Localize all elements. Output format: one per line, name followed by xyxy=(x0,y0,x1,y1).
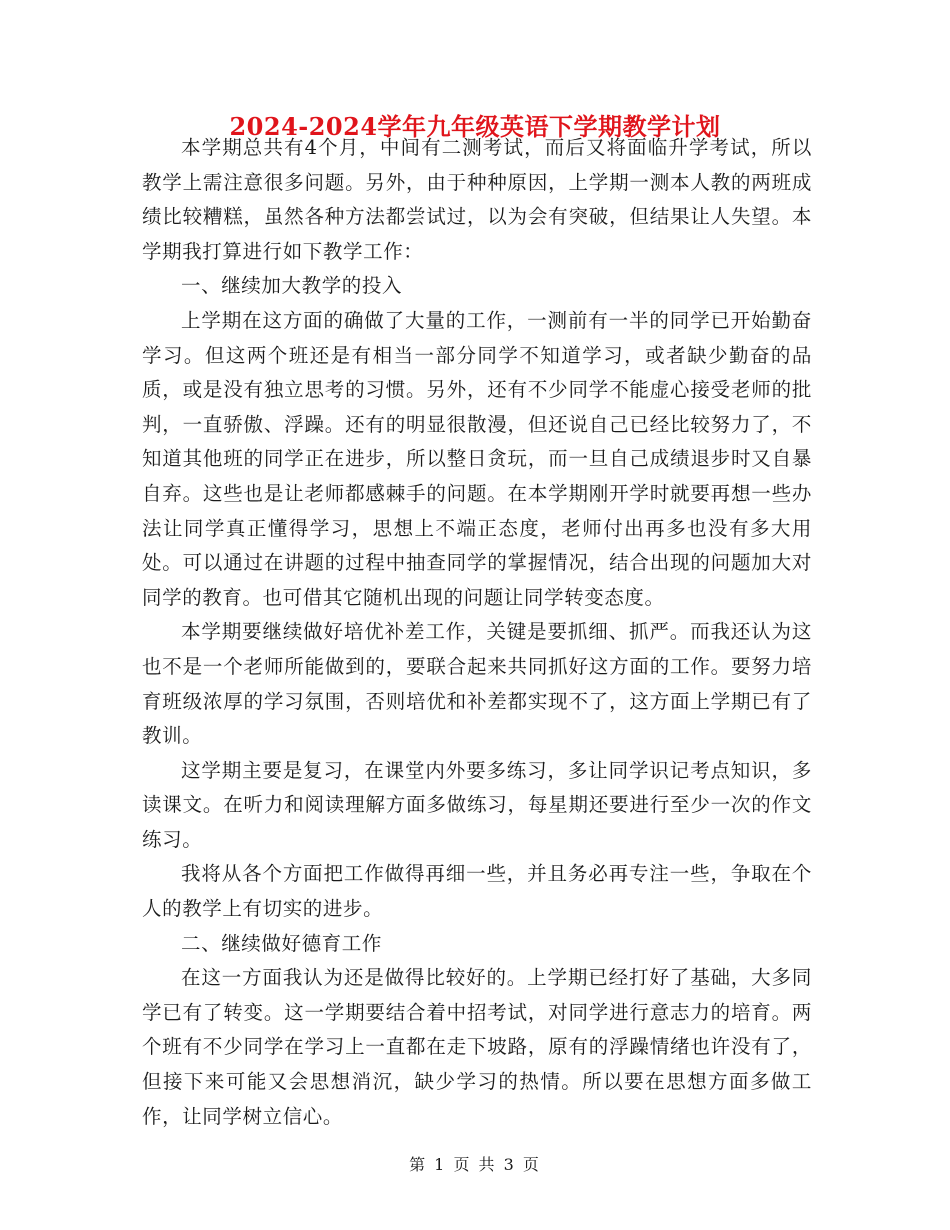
page-number-footer: 第 1 页 共 3 页 xyxy=(409,1155,541,1174)
section-heading-2: 二、继续做好德育工作 xyxy=(181,931,383,955)
paragraph: 在这一方面我认为还是做得比较好的。上学期已经打好了基础，大多同学已有了转变。这一学期要结合着中招考试，对同学进行意志力的培育。两个班有不少同学在学习上一直都在走下坡路，原有的浮躁情绪也许没有了，但接下来可能又会思想消沉，缺少学习的热情。所以要在思想方面多做工作，让同学树立信心。 xyxy=(142,966,812,1128)
document-title: 2024-2024学年九年级英语下学期教学计划 xyxy=(229,112,721,141)
paragraph: 本学期要继续做好培优补差工作，关键是要抓细、抓严。而我还认为这也不是一个老师所能做到的，要联合起来共同抓好这方面的工作。要努力培育班级浓厚的学习氛围，否则培优和补差都实现不了，这方面上学期已有了教训。 xyxy=(142,620,812,748)
document-body xyxy=(142,131,812,1134)
paragraph-intro: 本学期总共有4个月，中间有二测考试，而后又将面临升学考试，所以教学上需注意很多问题。另外，由于种种原因，上学期一测本人教的两班成绩比较糟糕，虽然各种方法都尝试过，以为会有突破，但结果让人失望。本学期我打算进行如下教学工作： xyxy=(142,136,812,263)
paragraph: 我将从各个方面把工作做得再细一些，并且务必再专注一些，争取在个人的教学上有切实的进步。 xyxy=(142,862,812,921)
paragraph: 上学期在这方面的确做了大量的工作，一测前有一半的同学已开始勤奋学习。但这两个班还是有相当一部分同学不知道学习，或者缺少勤奋的品质，或是没有独立思考的习惯。另外，还有不少同学不能虚心接受老师的批判，一直骄傲、浮躁。还有的明显很散漫，但还说自己已经比较努力了，不知道其他班的同学正在进步，所以整日贪玩，而一旦自己成绩退步时又自暴自弃。这些也是让老师都感棘手的问题。在本学期刚开学时就要再想一些办法让同学真正懂得学习，思想上不端正态度，老师付出再多也没有多大用处。可以通过在讲题的过程中抽查同学的掌握情况，结合出现的问题加大对同学的教育。也可借其它随机出现的问题让同学转变态度。 xyxy=(142,308,812,609)
section-heading-1: 一、继续加大教学的投入 xyxy=(181,274,403,298)
paragraph: 这学期主要是复习，在课堂内外要多练习，多让同学识记考点知识，多读课文。在听力和阅读理解方面多做练习，每星期还要进行至少一次的作文练习。 xyxy=(142,758,812,851)
